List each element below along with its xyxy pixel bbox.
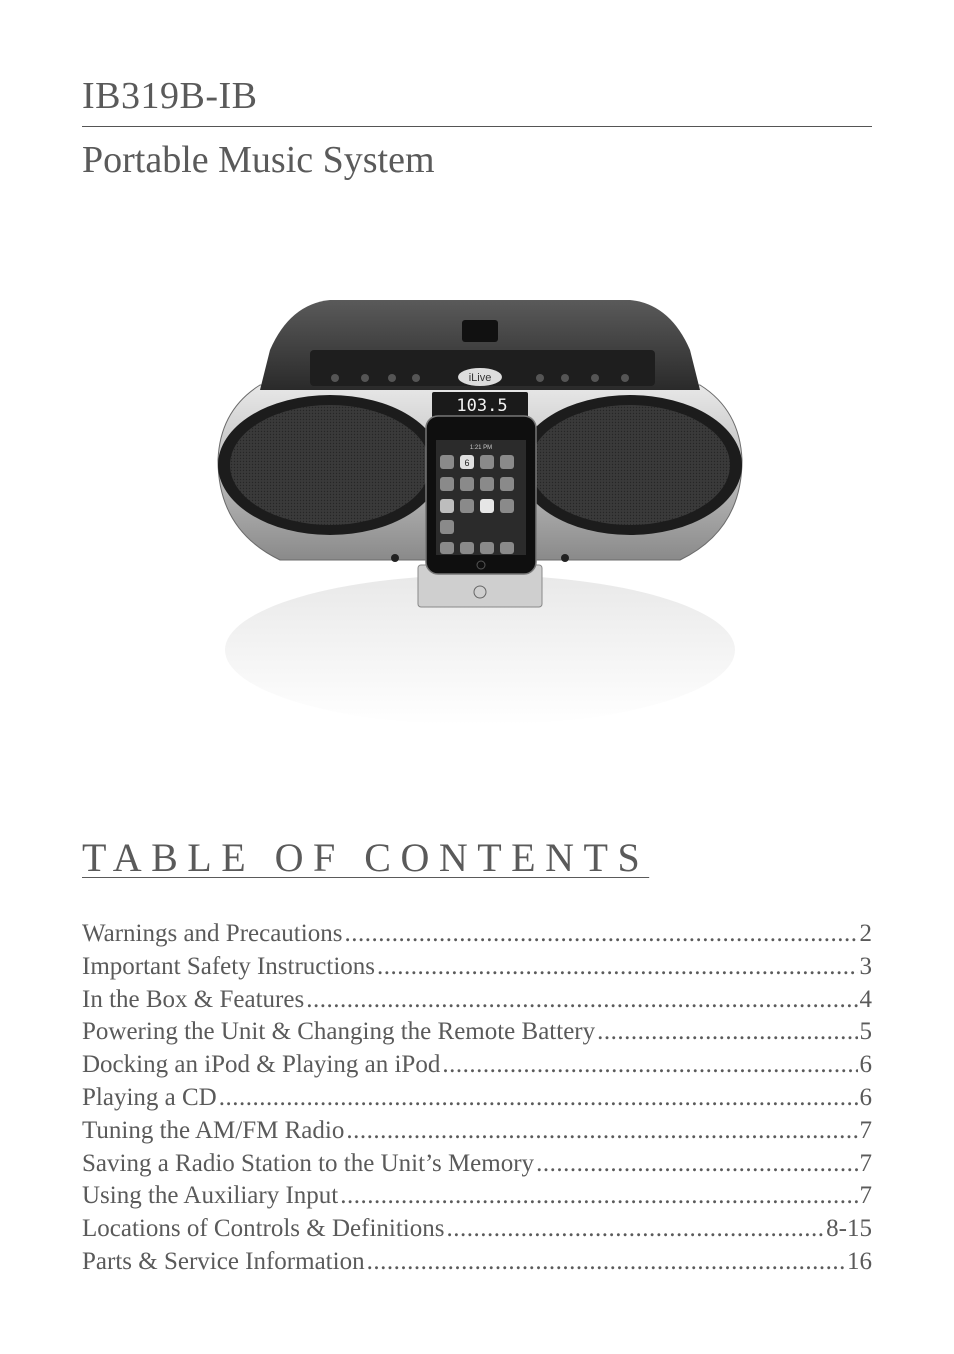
left-speaker-grill: [230, 405, 430, 525]
toc-leader: [377, 953, 858, 981]
toc-entry-label: Docking an iPod & Playing an iPod: [82, 1051, 441, 1079]
toc-list: [82, 920, 872, 1281]
toc-entry-label: Important Safety Instructions: [82, 952, 375, 980]
toc-entry-page: 8-15: [826, 1215, 872, 1243]
toc-leader: [340, 1182, 857, 1210]
toc-entry-label: Warnings and Precautions: [82, 920, 343, 947]
toc-entry-page: 7: [859, 1116, 872, 1144]
ipod-calendar-date: 6: [464, 458, 470, 468]
toc-leader: [446, 1215, 824, 1243]
toc-entry[interactable]: [82, 920, 872, 953]
right-speaker-grill: [530, 405, 730, 525]
toc-entry-label: Parts & Service Information: [82, 1247, 365, 1275]
toc-entry[interactable]: [82, 1084, 872, 1117]
toc-entry[interactable]: [82, 986, 872, 1019]
toc-entry[interactable]: [82, 1215, 872, 1248]
toc-entry-page: 6: [859, 1051, 872, 1079]
toc-entry-page: 6: [859, 1083, 872, 1111]
toc-entry-page: 5: [859, 1018, 872, 1046]
toc-entry-page: 4: [859, 985, 872, 1013]
model-number: IB319B-IB: [82, 75, 258, 117]
toc-entry-label: Powering the Unit & Changing the Remote Battery: [82, 1018, 596, 1046]
toc-title: TABLE OF CONTENTS: [82, 835, 650, 880]
toc-entry[interactable]: [82, 1182, 872, 1215]
toc-entry[interactable]: [82, 1051, 872, 1084]
toc-entry-label: Saving a Radio Station to the Unit’s Memory: [82, 1149, 535, 1177]
toc-leader: [597, 1018, 857, 1046]
brand-logo: iLive: [468, 372, 492, 384]
cd-lid-handle: [462, 320, 498, 342]
toc-leader: [442, 1051, 857, 1079]
toc-entry[interactable]: [82, 1248, 872, 1281]
toc-entry[interactable]: [82, 1117, 872, 1150]
toc-entry-page: 7: [859, 1182, 872, 1210]
ipod-time: 1:21 PM: [469, 445, 493, 451]
toc-leader: [344, 920, 857, 948]
toc-entry-label: In the Box & Features: [82, 985, 305, 1013]
title-rule: [82, 126, 872, 127]
product-photo: [200, 280, 760, 740]
toc-leader: [367, 1248, 845, 1276]
toc-entry-page: 2: [859, 920, 872, 947]
toc-entry-label: Using the Auxiliary Input: [82, 1182, 339, 1210]
toc-entry-label: Locations of Controls & Definitions: [82, 1215, 445, 1243]
toc-entry-label: Tuning the AM/FM Radio: [82, 1116, 345, 1144]
lcd-frequency: 103.5: [456, 396, 508, 416]
toc-entry-page: 16: [847, 1247, 872, 1275]
toc-entry-page: 3: [859, 952, 872, 980]
toc-leader: [346, 1117, 857, 1145]
toc-entry[interactable]: [82, 1018, 872, 1051]
product-name: Portable Music System: [82, 139, 435, 181]
toc-entry-page: 7: [859, 1149, 872, 1177]
toc-entry[interactable]: [82, 953, 872, 986]
toc-leader: [219, 1084, 858, 1112]
toc-entry-label: Playing a CD: [82, 1083, 217, 1111]
toc-entry[interactable]: [82, 1150, 872, 1183]
toc-leader: [306, 986, 857, 1014]
toc-leader: [536, 1150, 857, 1178]
